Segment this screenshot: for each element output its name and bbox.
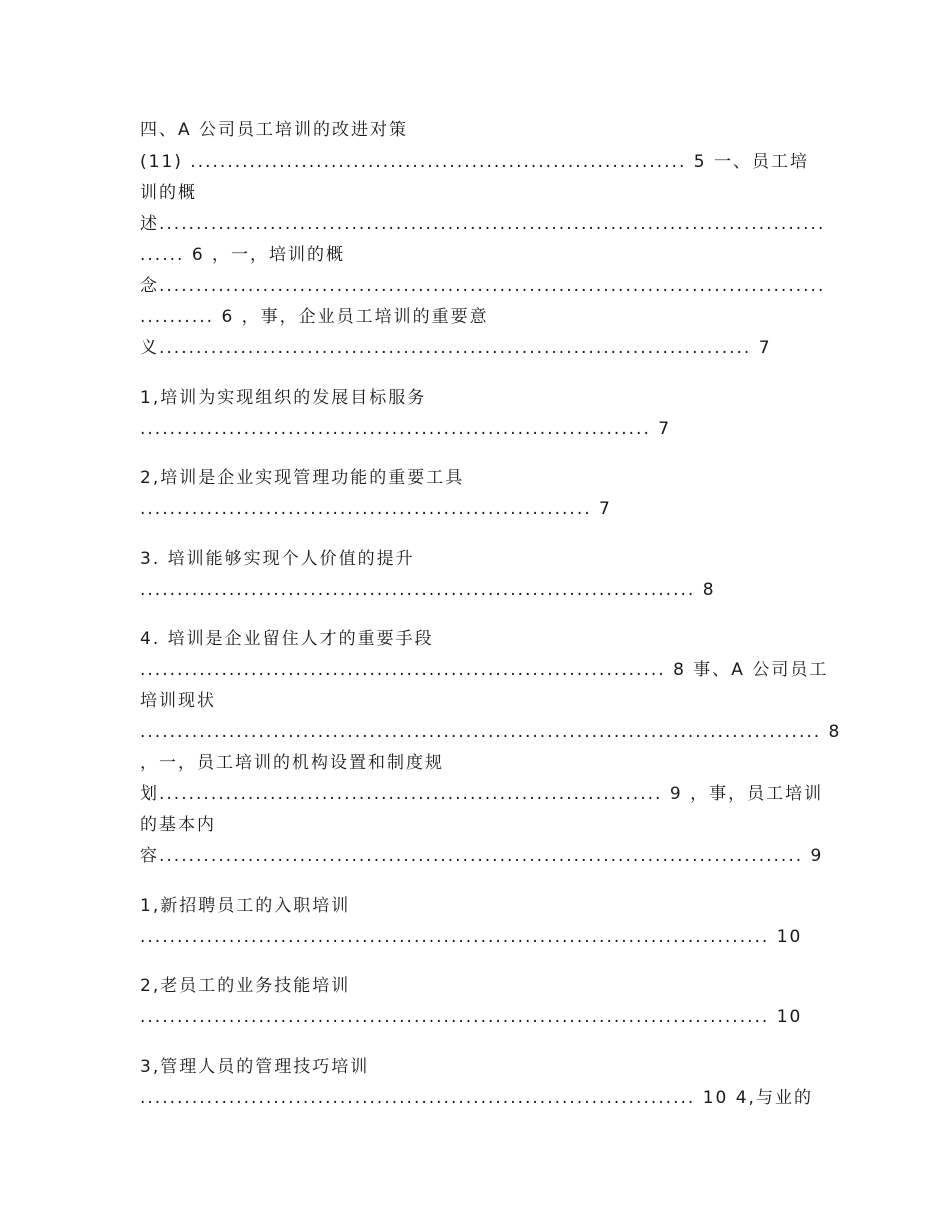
- toc-line: 2,老员工的业务技能培训: [140, 976, 351, 996]
- toc-line: 2,培训是企业实现管理功能的重要工具: [140, 468, 465, 488]
- toc-line: (11) ................................................................... 5 一、员工培: [140, 152, 809, 172]
- toc-line: ............................................................. 7: [140, 499, 612, 519]
- toc-line: 念..........................................................................................: [140, 276, 826, 296]
- toc-line: 培训现状: [140, 691, 216, 711]
- toc-line: ，一，员工培训的机构设置和制度规: [140, 753, 444, 773]
- toc-line: 1,培训为实现组织的发展目标服务: [140, 388, 427, 408]
- toc-line: ............................................................................................ 8: [140, 722, 842, 742]
- toc-line: ..................................................................................... 10: [140, 927, 803, 947]
- toc-line: 1,新招聘员工的入职培训: [140, 896, 351, 916]
- toc-line: 划.................................................................... 9 ，事，员工培训: [140, 784, 824, 804]
- toc-line: ..................................................................... 7: [140, 419, 672, 439]
- toc-line: 义................................................................................ 7: [140, 338, 772, 358]
- toc-line: .......... 6 ，事，企业员工培训的重要意: [140, 307, 489, 327]
- toc-line: 训的概: [140, 183, 197, 203]
- toc-line: 3. 培训能够实现个人价值的提升: [140, 549, 415, 569]
- toc-line: ..................................................................................... 10: [140, 1007, 803, 1027]
- toc-line: 四、A 公司员工培训的改进对策: [140, 120, 409, 140]
- toc-line: 容....................................................................................... 9: [140, 846, 824, 866]
- toc-line: ........................................................................... 10 4,与业的: [140, 1088, 813, 1108]
- toc-line: ........................................................................... 8: [140, 580, 716, 600]
- toc-line: 3,管理人员的管理技巧培训: [140, 1057, 370, 1077]
- toc-line: 4. 培训是企业留住人才的重要手段: [140, 629, 434, 649]
- toc-line: 述..........................................................................................: [140, 214, 826, 234]
- toc-line: ....................................................................... 8 事、A 公司员工: [140, 660, 829, 680]
- toc-line: ...... 6 ，一，培训的概: [140, 245, 346, 265]
- toc-line: 的基本内: [140, 815, 216, 835]
